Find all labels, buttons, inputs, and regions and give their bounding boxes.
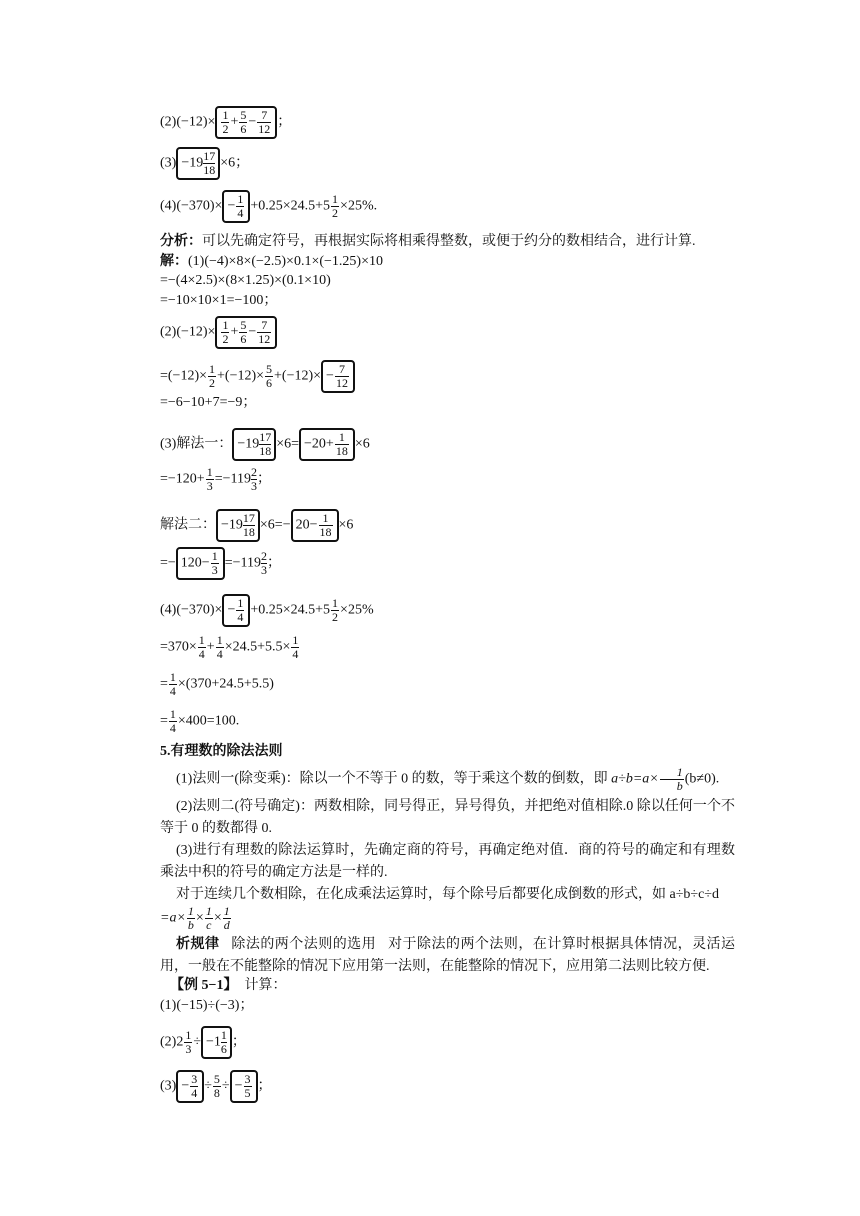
rule-1: (1)法则一(除变乘)：除以一个不等于 0 的数，等于乘这个数的倒数，即 a÷b=a× $\frac{1}{b}$ (b≠0). [176,765,720,793]
solution-1c: =−10×10×1=−100； [160,293,278,308]
paren-group: − $\frac{1}{4}$ [222,594,250,627]
example-1: (1)(−15)÷(−3)； [160,998,254,1013]
rule-4-formula: =a× $\frac{1}{b}$ × $\frac{1}{c}$ × $\frac{1}{d}$ [160,904,230,932]
text: (2)(−12)× [160,114,216,130]
analysis-line [160,232,696,252]
exercise-4: (4)(−370)× − $\frac{1}{4}$ +0.25×24.5+5 $\frac{1}{2}$ ×25%. [160,190,377,223]
paren-group: − $\frac{7}{12}$ [321,360,355,393]
paren-group: −1 $\frac{1}{6}$ [201,1026,232,1059]
paren-group: $\frac{1}{2}$ + $\frac{5}{6}$ − $\frac{7}{12}$ [215,106,277,139]
solution-2a: (2)(−12)× $\frac{1}{2}$ + $\frac{5}{6}$ − $\frac{7}{12}$ [160,316,277,349]
rule-3: (3)进行有理数的除法运算时，先确定商的符号，再确定绝对值．商的符号的确定和有理数乘法中积的符号的确定方法是一样的. [160,843,735,880]
paren-group: − $\frac{3}{5}$ [230,1070,258,1103]
rule-note: 析规律 除法的两个法则的选用 对于除法的两个法则，在计算时根据具体情况，灵活运用，一般在不能整除的情况下应用第一法则，在能整除的情况下，应用第二法则比较方便. [160,937,736,974]
exercise-3: (3) −19 $\frac{17}{18}$ ×6； [160,147,249,180]
solution-4a: (4)(−370)× − $\frac{1}{4}$ +0.25×24.5+5 $\frac{1}{2}$ ×25% [160,594,374,627]
paren-group: 20− $\frac{1}{18}$ [291,509,339,542]
paren-group: −19 $\frac{17}{18}$ [232,428,276,461]
fraction: $\frac{1}{2}$ [222,108,229,136]
solution-4d: = $\frac{1}{4}$ ×400=100. [160,707,240,735]
solution-3b: =−120+ $\frac{1}{3}$ =−119 $\frac{2}{3}$ ； [160,465,271,493]
fraction: $\frac{7}{12}$ [258,108,271,136]
analysis-label: 分析： [160,234,202,249]
fraction: $\frac{1}{2}$ [332,192,339,220]
solution-3c: 解法二： −19 $\frac{17}{18}$ ×6=− 20− $\frac{1}{18}$ ×6 [160,509,353,542]
solution-1b: =−(4×2.5)×(8×1.25)×(0.1×10) [160,273,331,288]
example-header: 【例 5−1】 计算： [170,978,287,993]
solution-3d: =− 120− $\frac{1}{3}$ =−119 $\frac{2}{3}$ ； [160,547,281,580]
section-5-title: 5.有理数的除法法则 [160,744,283,759]
fraction: $\frac{17}{18}$ [203,149,216,177]
example-2: (2)2 $\frac{1}{3}$ ÷ −1 $\frac{1}{6}$ ； [160,1026,246,1059]
paren-group: $\frac{1}{2}$ + $\frac{5}{6}$ − $\frac{7}{12}$ [215,316,277,349]
fraction: $\frac{1}{4}$ [237,192,244,220]
solution-2b: =(−12)× $\frac{1}{2}$ +(−12)× $\frac{5}{6}$ +(−12)× − $\frac{7}{12}$ [160,360,355,393]
paren-group: −20+ $\frac{1}{18}$ [299,428,355,461]
solution-label: 解： [160,254,188,269]
solution-4c: = $\frac{1}{4}$ ×(370+24.5+5.5) [160,670,274,698]
solution-3a: (3)解法一： −19 $\frac{17}{18}$ ×6= −20+ $\frac{1}{18}$ ×6 [160,428,370,461]
exercise-2: (2)(−12)× $\frac{1}{2}$ + $\frac{5}{6}$ − $\frac{7}{12}$ ； [160,106,291,139]
solution-4b: =370× $\frac{1}{4}$ + $\frac{1}{4}$ ×24.5+5.5× $\frac{1}{4}$ [160,633,299,661]
rule-4: 对于连续几个数相除，在化成乘法运算时，每个除号后都要化成倒数的形式，如 a÷b÷c÷d [176,887,719,902]
rule-2: (2)法则二(符号确定)：两数相除，同号得正，异号得负，并把绝对值相除.0 除以任何一个不等于 0 的数都得 0. [160,799,735,836]
fraction: $\frac{5}{6}$ [240,108,247,136]
analysis-text: 可以先确定符号，再根据实际将相乘得整数，或便于约分的数相结合，进行计算. [202,234,696,249]
example-3: (3) − $\frac{3}{4}$ ÷ $\frac{5}{8}$ ÷ − $\frac{3}{5}$ ； [160,1070,272,1103]
paren-group: −19 $\frac{17}{18}$ [176,147,220,180]
paren-group: −19 $\frac{17}{18}$ [216,509,260,542]
text: (1)(−4)×8×(−2.5)×0.1×(−1.25)×10 [188,254,383,269]
solution-1a [160,252,383,272]
solution-2c: =−6−10+7=−9； [160,395,257,410]
paren-group: − $\frac{3}{4}$ [176,1070,204,1103]
paren-group: − $\frac{1}{4}$ [222,190,250,223]
paren-group: 120− $\frac{1}{3}$ [176,547,225,580]
